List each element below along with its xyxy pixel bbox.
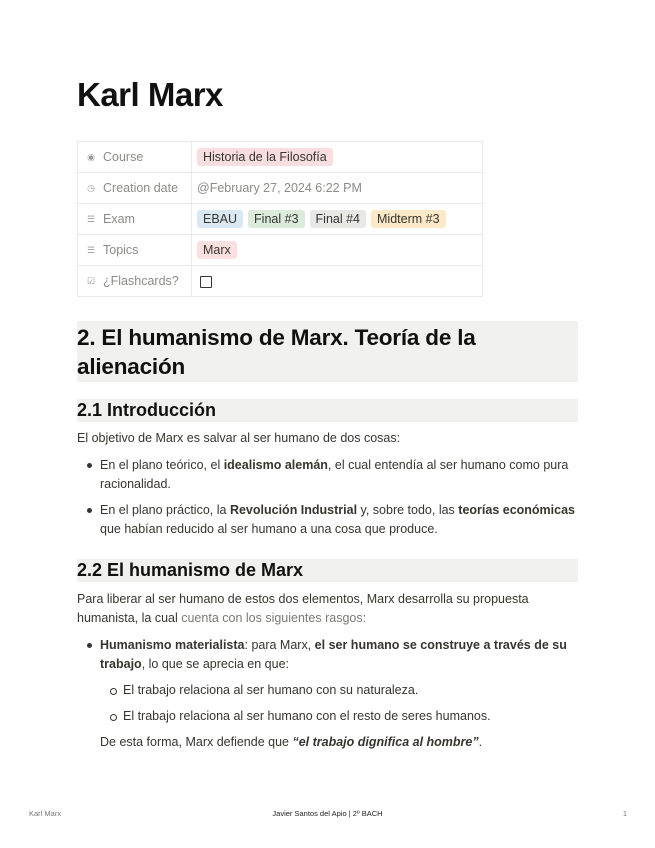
property-label: Exam [103,212,135,226]
topic-tag[interactable]: Marx [197,241,237,259]
subsection-heading: 2.1 Introducción [77,399,578,422]
sub-list [100,681,578,726]
creation-date-value: @February 27, 2024 6:22 PM [197,181,362,195]
property-label: ¿Flashcards? [103,274,179,288]
flashcards-checkbox[interactable] [200,276,212,288]
footer-page-number: 1 [622,809,627,818]
property-label: Course [103,150,144,164]
target-icon: ◉ [87,152,95,163]
bullet-list [77,456,578,546]
property-row-creation-date [78,173,483,204]
sub-list-item: El trabajo relaciona al ser humano con su naturaleza. [100,681,578,700]
list-item: En el plano práctico, la Revolución Industrial y, sobre todo, las teorías económicas que habían reducido al ser humano a una cosa que produce. [77,501,578,539]
exam-tag[interactable]: Final #4 [310,210,366,228]
list-icon: ☰ [86,245,96,256]
property-row-topics [78,235,483,266]
property-row-exam [78,204,483,235]
property-label: Topics [103,243,139,257]
property-row-flashcards [78,266,483,297]
exam-tag[interactable]: Final #3 [248,210,304,228]
bullet-list [77,636,578,759]
footer-left: Karl Marx [29,809,62,818]
exam-tag[interactable]: EBAU [197,210,243,228]
paragraph: Para liberar al ser humano de estos dos elementos, Marx desarrolla su propuesta humanista, la cual cuenta con los siguientes rasgos: [77,592,529,625]
exam-tag[interactable]: Midterm #3 [371,210,446,228]
subsection-heading: 2.2 El humanismo de Marx [77,559,578,582]
checkbox-icon: ☑ [86,276,96,287]
section-heading: 2. El humanismo de Marx. Teoría de la alienación [77,321,578,382]
footer-center: Javier Santos del Apio | 2º BACH [272,809,383,818]
sub-list-item: El trabajo relaciona al ser humano con el resto de seres humanos. [100,707,578,726]
property-label: Creation date [103,181,179,195]
clock-icon: ◷ [87,183,95,194]
list-item: Humanismo materialista: para Marx, el ser humano se construye a través de su trabajo, lo que se aprecia en que: El trabajo relaciona al ser humano con su naturaleza. El trabajo relaciona al ser humano con el resto de seres humanos. De esta forma, Marx defiende que “el trabajo dignifica al hombre”. [77,636,578,752]
property-row-course [78,142,483,173]
conclusion-paragraph: De esta forma, Marx defiende que “el trabajo dignifica al hombre”. [100,735,483,749]
paragraph: El objetivo de Marx es salvar al ser humano de dos cosas: [77,431,401,445]
course-tag[interactable]: Historia de la Filosofía [197,148,333,166]
properties-table [77,141,483,297]
list-icon: ☰ [86,214,96,225]
list-item: En el plano teórico, el idealismo alemán, el cual entendía al ser humano como pura racionalidad. [77,456,578,494]
page-title: Karl Marx [77,76,223,113]
